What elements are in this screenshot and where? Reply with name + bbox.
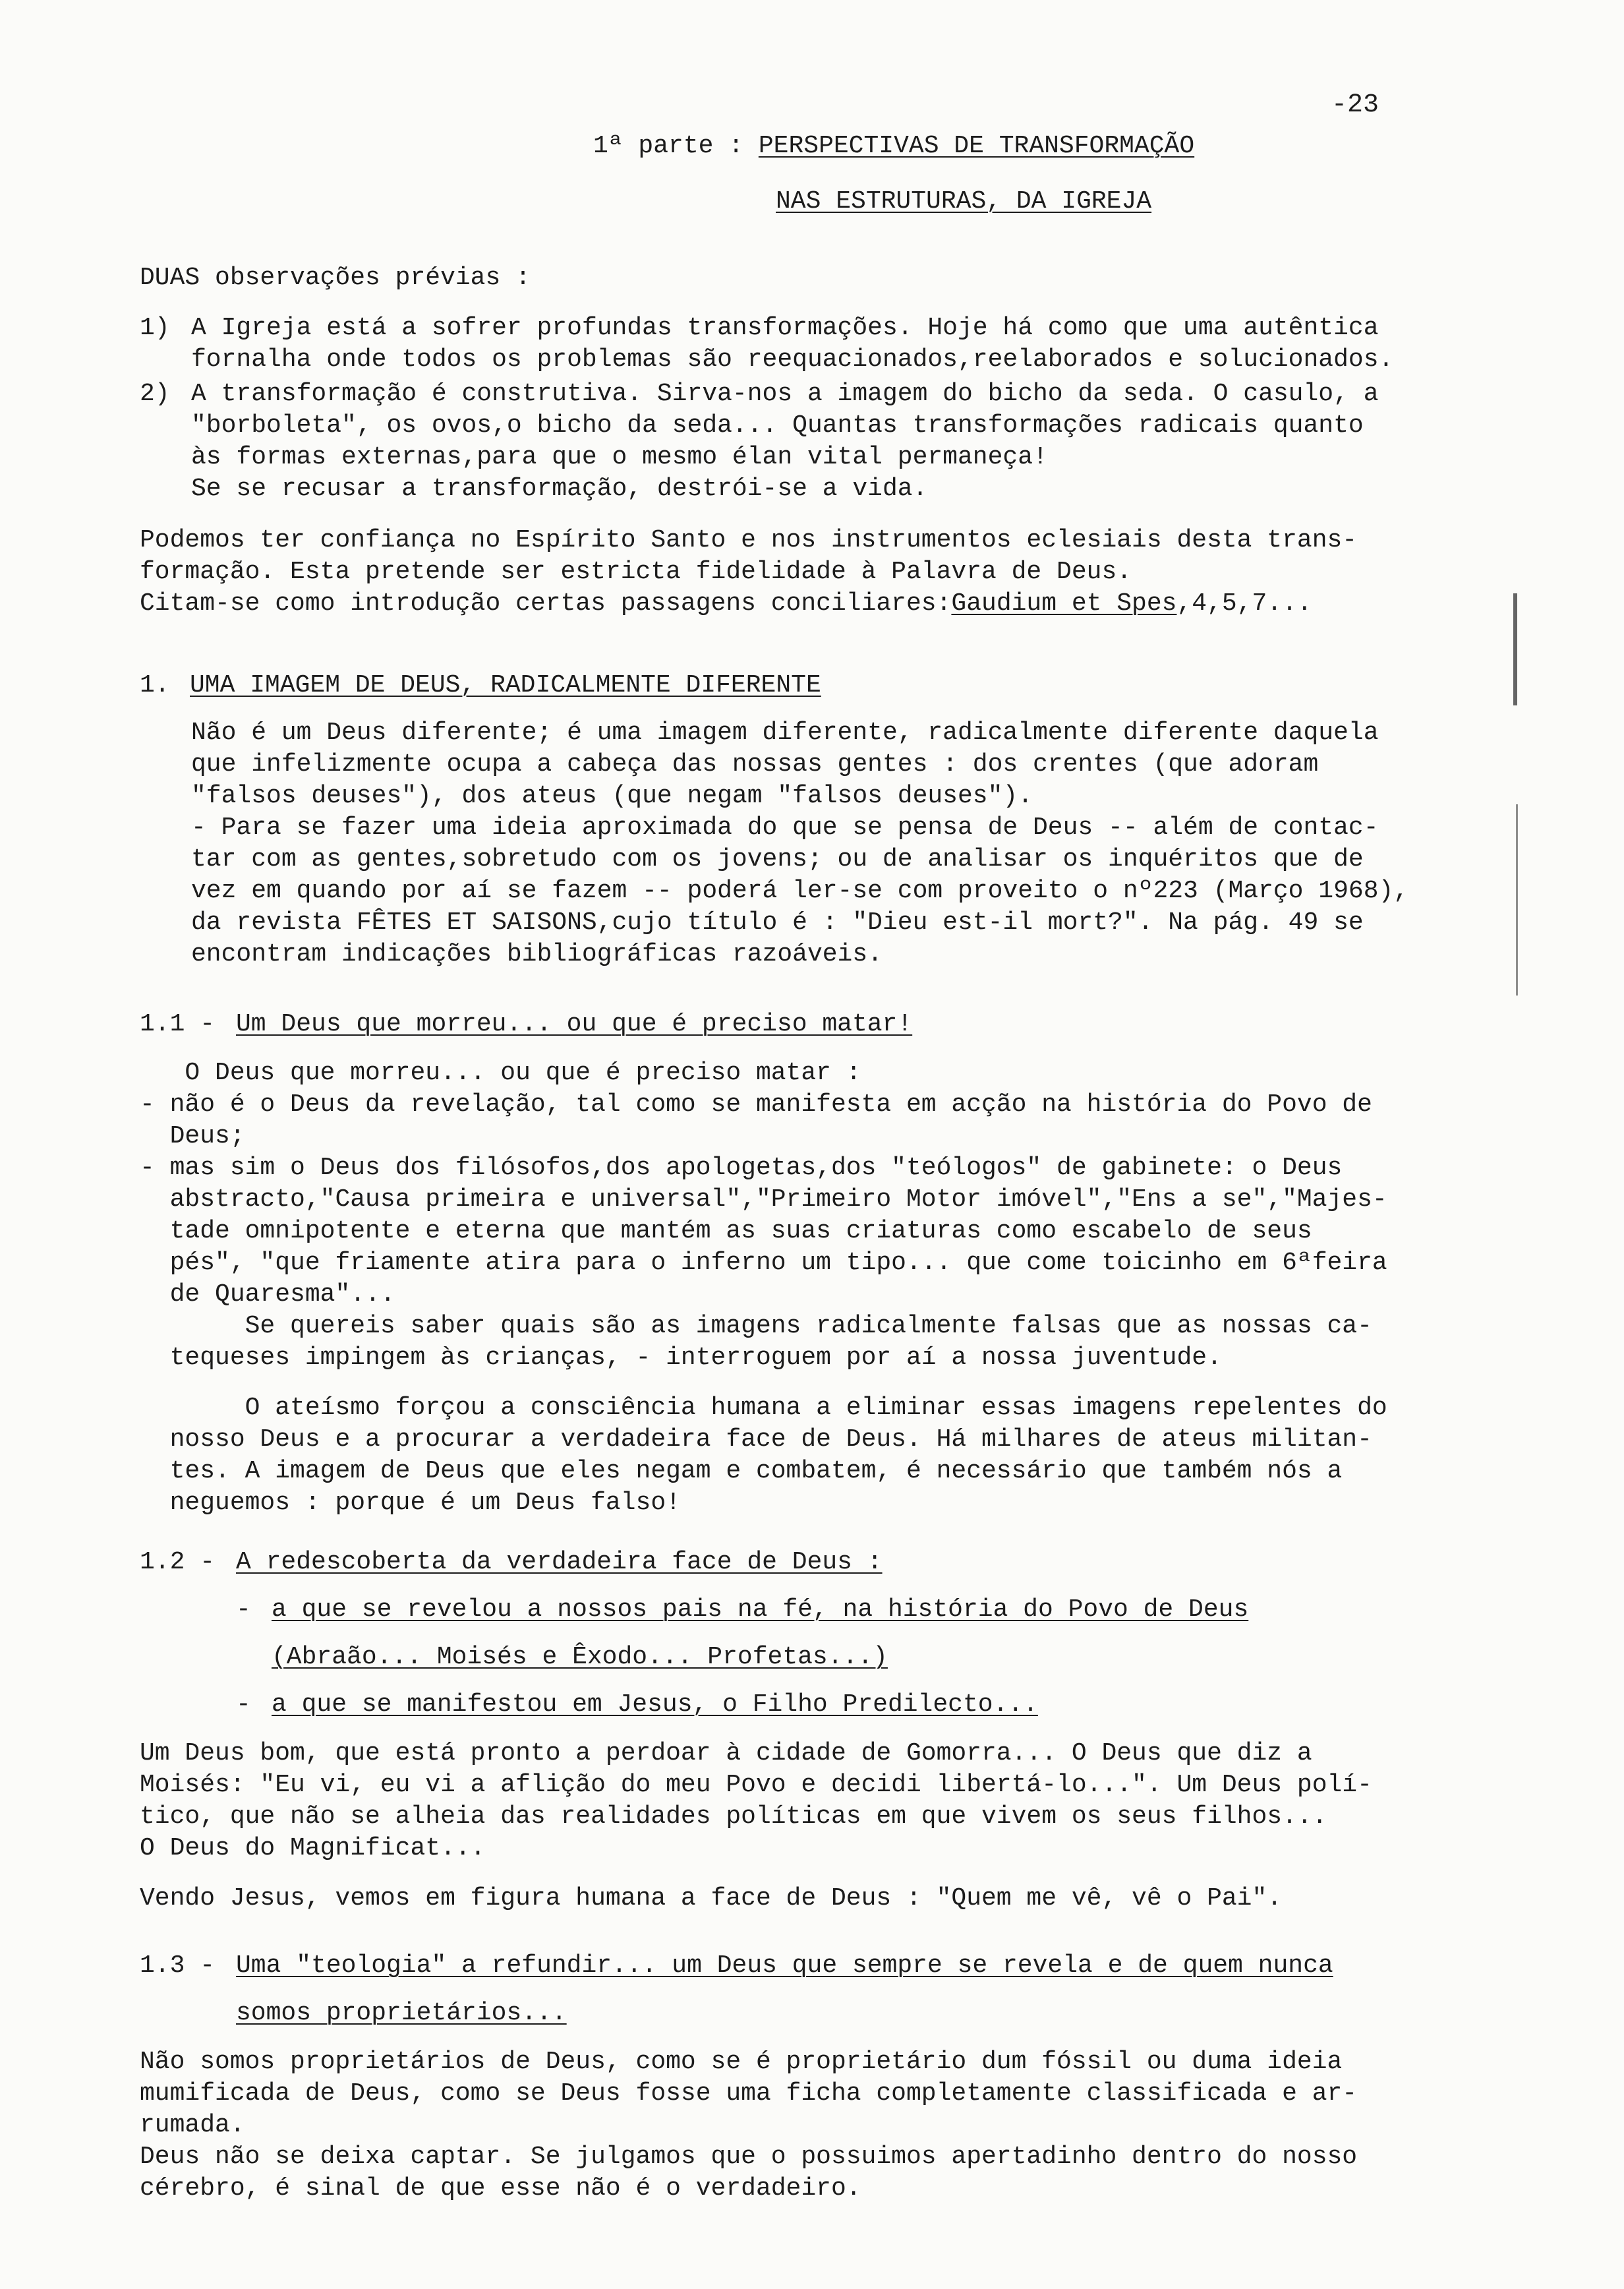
section-1-body: Não é um Deus diferente; é uma imagem diferente, radicalmente diferente daquela que infelizmente ocupa a cabeça das nossas gentes : dos crentes (que adoram "falsos deuses"), dos ateus (que negam "falsos deuses"). - Para se fazer uma ideia aproximada do que se pensa de Deus -- além de contac- tar com as gentes,sobretudo com os jovens; ou de analisar os inquéritos que de vez em quando por aí se fazem -- poderá ler-se com proveito o nº223 (Março 1968), da revista FÊTES ET SAISONS,cujo título é : "Dieu est-il mort?". Na pág. 49 se encontram indicações bibliográficas razoáveis. — [191, 719, 1409, 968]
title-line-1 — [593, 131, 1194, 162]
section-1-3-body: Não somos proprietários de Deus, como se é proprietário dum fóssil ou duma ideia mumificada de Deus, como se Deus fosse uma ficha completamente classificada e ar- rumada. Deus não se deixa captar. Se julgamos que o possuimos apertadinho dentro do nosso cérebro, é sinal de que esse não é o verdadeiro. — [140, 2048, 1358, 2203]
section-1-title: UMA IMAGEM DE DEUS, RADICALMENTE DIFERENTE — [190, 671, 821, 699]
intro-heading: DUAS observações prévias : — [140, 264, 531, 292]
section-1-2-last-line: Vendo Jesus, vemos em figura humana a face de Deus : "Quem me vê, vê o Pai". — [140, 1884, 1283, 1913]
section-1-2-body: Um Deus bom, que está pronto a perdoar à cidade de Gomorra... O Deus que diz a Moisés: "Eu vi, eu vi a aflição do meu Povo e decidi libertá-lo...". Um Deus polí- tico, que não se alheia das realidades políticas em que vivem os seus filhos... O Deus do Magnificat... — [140, 1739, 1372, 1862]
section-1-1-body-2: O ateísmo forçou a consciência humana a eliminar essas imagens repelentes do nosso Deus e a procurar a verdadeira face de Deus. Há milhares de ateus militan- tes. A imagem de Deus que eles negam e combatem, é necessário que também nós a neguemos : porque é um Deus falso! — [140, 1394, 1387, 1517]
item-2-text: A transformação é construtiva. Sirva-nos a imagem do bicho da seda. O casulo, a "borboleta", os ovos,o bicho da seda... Quantas transformações radicais quanto às formas externas,para que o mesmo élan vital permaneça! Se se recusar a transformação, destrói-se a vida. — [191, 380, 1379, 503]
page-number: -23 — [1331, 90, 1379, 120]
section-1-2-title: A redescoberta da verdadeira face de Deus : — [236, 1548, 883, 1576]
sub-item-2: a que se manifestou em Jesus, o Filho Predilecto... — [272, 1690, 1038, 1719]
sub-2-dash: - — [236, 1690, 251, 1719]
item-2-number: 2) — [140, 380, 170, 408]
item-1-text: A Igreja está a sofrer profundas transformações. Hoje há como que uma autêntica fornalha onde todos os problemas são reequacionados,reelaborados e solucionados. — [191, 314, 1394, 374]
section-1-1-body: O Deus que morreu... ou que é preciso matar : - não é o Deus da revelação, tal como se manifesta em acção na história do Povo de Deus; - mas sim o Deus dos filósofos,dos apologetas,dos "teólogos" de gabinete: o Deus abstracto,"Causa primeira e universal","Primeiro Motor imóvel","Ens a se","Majes- tade omnipotente e eterna que mantém as suas criaturas como escabelo de seus pés", "que friamente atira para o inferno um tipo... que come toicinho em 6ªfeira de Quaresma"... Se quereis saber quais são as imagens radicalmente falsas que as nossas ca- tequeses impingem às crianças, - interroguem por aí a nossa juventude. — [140, 1059, 1387, 1372]
title-part-label: 1ª parte : — [593, 132, 744, 160]
section-1-1-title: Um Deus que morreu... ou que é preciso matar! — [236, 1010, 913, 1038]
sub-1-dash: - — [236, 1595, 251, 1624]
title-line-2: NAS ESTRUTURAS, DA IGREJA — [776, 187, 1152, 216]
margin-scan-mark — [1516, 804, 1518, 996]
item-1-number: 1) — [140, 314, 170, 342]
section-1-3-number: 1.3 - — [140, 1951, 216, 1980]
section-1-2-number: 1.2 - — [140, 1548, 216, 1576]
citation-link: Gaudium et Spes — [951, 589, 1177, 618]
intro-paragraph: Podemos ter confiança no Espírito Santo e nos instrumentos eclesiais desta trans- formação. Esta pretende ser estricta fidelidade à Palavra de Deus. Citam-se como introdução certas passagens conciliares:Gaudium et Spes,4,5,7... — [140, 525, 1624, 620]
section-1-1-number: 1.1 - — [140, 1010, 216, 1038]
section-1-3-title: Uma "teologia" a refundir... um Deus que sempre se revela e de quem nunca — [236, 1951, 1333, 1980]
title-main: PERSPECTIVAS DE TRANSFORMAÇÃO — [758, 132, 1195, 160]
sub-item-1-cont: (Abraão... Moisés e Êxodo... Profetas...) — [272, 1643, 888, 1671]
section-1-number: 1. — [140, 671, 170, 699]
sub-item-1: a que se revelou a nossos pais na fé, na história do Povo de Deus — [272, 1595, 1249, 1624]
citation-line: Citam-se como introdução certas passagens conciliares:Gaudium et Spes,4,5,7... — [140, 589, 1312, 618]
section-1-3-title-cont: somos proprietários... — [236, 1999, 567, 2027]
margin-scan-mark — [1513, 593, 1517, 705]
